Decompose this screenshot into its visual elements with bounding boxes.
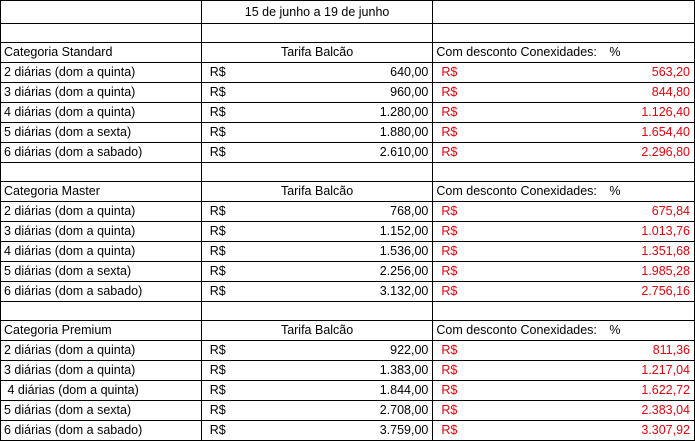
cell-empty[interactable] [433, 1, 695, 24]
row-label[interactable]: 2 diárias (dom a quinta) [1, 341, 202, 361]
tarifa-cell[interactable] [201, 222, 433, 242]
desconto-cell[interactable] [433, 381, 695, 401]
currency-symbol: R$ [209, 264, 226, 278]
spacer-row [1, 302, 695, 321]
price-row [1, 83, 695, 103]
category-name[interactable]: Categoria Standard [1, 43, 202, 63]
desconto-cell[interactable] [433, 202, 695, 222]
desconto-cell[interactable] [433, 83, 695, 103]
desconto-value: 2.296,80 [641, 145, 690, 159]
desconto-header[interactable] [433, 321, 695, 341]
row-label[interactable]: 5 diárias (dom a sexta) [1, 401, 202, 421]
category-name[interactable]: Categoria Premium [1, 321, 202, 341]
currency-symbol: R$ [441, 403, 458, 417]
desconto-cell[interactable] [433, 282, 695, 302]
tarifa-cell[interactable] [201, 262, 433, 282]
row-label[interactable]: 6 diárias (dom a sabado) [1, 143, 202, 163]
currency-symbol: R$ [209, 244, 226, 258]
tarifa-value: 1.280,00 [379, 105, 429, 119]
tarifa-value: 1.844,00 [379, 383, 429, 397]
tarifa-cell[interactable] [201, 421, 433, 441]
currency-symbol: R$ [441, 125, 458, 139]
currency-symbol: R$ [209, 204, 226, 218]
price-row [1, 242, 695, 262]
desconto-value: 1.351,68 [641, 244, 690, 258]
price-row [1, 381, 695, 401]
tarifa-cell[interactable] [201, 123, 433, 143]
tarifa-cell[interactable] [201, 361, 433, 381]
cell-empty[interactable] [433, 24, 695, 43]
currency-symbol: R$ [209, 125, 226, 139]
tarifa-cell[interactable] [201, 202, 433, 222]
currency-symbol: R$ [441, 284, 458, 298]
price-row [1, 202, 695, 222]
cell-empty[interactable] [1, 24, 202, 43]
row-label[interactable]: 4 diárias (dom a quinta) [1, 381, 202, 401]
currency-symbol: R$ [441, 423, 458, 437]
cell-empty[interactable] [433, 302, 695, 321]
price-row [1, 341, 695, 361]
desconto-value: 1.654,40 [641, 125, 690, 139]
spacer-row [1, 163, 695, 182]
row-label[interactable]: 4 diárias (dom a quinta) [1, 103, 202, 123]
price-row [1, 123, 695, 143]
price-row [1, 222, 695, 242]
desconto-value: 563,20 [651, 65, 690, 79]
sheet-body [1, 1, 695, 441]
desconto-header[interactable] [433, 43, 695, 63]
currency-symbol: R$ [441, 264, 458, 278]
desconto-cell[interactable] [433, 262, 695, 282]
desconto-label: Com desconto Conexidades: [436, 45, 597, 59]
desconto-label: Com desconto Conexidades: [436, 323, 597, 337]
desconto-cell[interactable] [433, 242, 695, 262]
percent-symbol: % [609, 323, 621, 337]
tarifa-value: 2.708,00 [379, 403, 429, 417]
desconto-value: 844,80 [651, 85, 690, 99]
desconto-value: 675,84 [651, 204, 690, 218]
desconto-value: 1.013,76 [641, 224, 690, 238]
cell-empty[interactable] [1, 302, 202, 321]
tarifa-value: 1.536,00 [379, 244, 429, 258]
tarifa-value: 1.383,00 [379, 363, 429, 377]
currency-symbol: R$ [209, 105, 226, 119]
price-row [1, 421, 695, 441]
category-header-row [1, 43, 695, 63]
tarifa-value: 960,00 [390, 85, 429, 99]
tarifa-value: 922,00 [390, 343, 429, 357]
desconto-cell[interactable] [433, 361, 695, 381]
desconto-value: 1.126,40 [641, 105, 690, 119]
currency-symbol: R$ [209, 343, 226, 357]
currency-symbol: R$ [209, 423, 226, 437]
currency-symbol: R$ [209, 284, 226, 298]
desconto-cell[interactable] [433, 63, 695, 83]
currency-symbol: R$ [209, 85, 226, 99]
tarifa-header[interactable]: Tarifa Balcão [201, 321, 433, 341]
row-label[interactable]: 3 diárias (dom a quinta) [1, 222, 202, 242]
tarifa-cell[interactable] [201, 143, 433, 163]
desconto-value: 2.383,04 [641, 403, 690, 417]
price-row [1, 361, 695, 381]
desconto-header[interactable] [433, 182, 695, 202]
desconto-cell[interactable] [433, 103, 695, 123]
desconto-cell[interactable] [433, 341, 695, 361]
cell-empty[interactable] [201, 24, 433, 43]
currency-symbol: R$ [441, 363, 458, 377]
row-label[interactable]: 2 diárias (dom a quinta) [1, 63, 202, 83]
row-label[interactable]: 2 diárias (dom a quinta) [1, 202, 202, 222]
tarifa-cell[interactable] [201, 381, 433, 401]
category-name[interactable]: Categoria Master [1, 182, 202, 202]
desconto-value: 1.622,72 [641, 383, 690, 397]
currency-symbol: R$ [441, 65, 458, 79]
percent-symbol: % [609, 184, 621, 198]
desconto-value: 1.985,28 [641, 264, 690, 278]
tarifa-value: 768,00 [390, 204, 429, 218]
cell-empty[interactable] [201, 302, 433, 321]
category-header-row [1, 182, 695, 202]
row-label[interactable]: 6 diárias (dom a sabado) [1, 282, 202, 302]
row-label[interactable]: 5 diárias (dom a sexta) [1, 262, 202, 282]
row-label[interactable]: 5 diárias (dom a sexta) [1, 123, 202, 143]
row-label[interactable]: 4 diárias (dom a quinta) [1, 242, 202, 262]
period-row [1, 1, 695, 24]
desconto-cell[interactable] [433, 143, 695, 163]
row-label[interactable]: 3 diárias (dom a quinta) [1, 361, 202, 381]
desconto-label: Com desconto Conexidades: [436, 184, 597, 198]
tarifa-header[interactable]: Tarifa Balcão [201, 43, 433, 63]
desconto-cell[interactable] [433, 123, 695, 143]
currency-symbol: R$ [209, 403, 226, 417]
tarifa-value: 1.152,00 [379, 224, 429, 238]
spacer-row [1, 24, 695, 43]
tarifa-cell[interactable] [201, 83, 433, 103]
tarifa-value: 3.132,00 [379, 284, 429, 298]
category-header-row [1, 321, 695, 341]
currency-symbol: R$ [209, 224, 226, 238]
tarifa-header[interactable]: Tarifa Balcão [201, 182, 433, 202]
currency-symbol: R$ [441, 383, 458, 397]
tarifa-cell[interactable] [201, 341, 433, 361]
tarifa-value: 1.880,00 [379, 125, 429, 139]
tarifa-cell[interactable] [201, 282, 433, 302]
period-title[interactable]: 15 de junho a 19 de junho [201, 1, 433, 24]
currency-symbol: R$ [441, 224, 458, 238]
price-row [1, 143, 695, 163]
price-row [1, 282, 695, 302]
currency-symbol: R$ [209, 145, 226, 159]
tarifa-cell[interactable] [201, 103, 433, 123]
tarifa-value: 2.610,00 [379, 145, 429, 159]
desconto-value: 2.756,16 [641, 284, 690, 298]
cell-empty[interactable] [201, 163, 433, 182]
price-row [1, 401, 695, 421]
currency-symbol: R$ [441, 145, 458, 159]
desconto-value: 3.307,92 [641, 423, 690, 437]
cell-empty[interactable] [1, 163, 202, 182]
currency-symbol: R$ [441, 105, 458, 119]
price-row [1, 63, 695, 83]
tarifa-cell[interactable] [201, 63, 433, 83]
price-row [1, 103, 695, 123]
percent-symbol: % [609, 45, 621, 59]
currency-symbol: R$ [209, 65, 226, 79]
currency-symbol: R$ [441, 244, 458, 258]
cell-empty[interactable] [1, 1, 202, 24]
tarifa-cell[interactable] [201, 242, 433, 262]
cell-empty[interactable] [433, 163, 695, 182]
currency-symbol: R$ [209, 383, 226, 397]
currency-symbol: R$ [441, 204, 458, 218]
tarifa-cell[interactable] [201, 401, 433, 421]
tarifa-value: 2.256,00 [379, 264, 429, 278]
row-label[interactable]: 3 diárias (dom a quinta) [1, 83, 202, 103]
desconto-cell[interactable] [433, 222, 695, 242]
price-row [1, 262, 695, 282]
desconto-cell[interactable] [433, 401, 695, 421]
currency-symbol: R$ [441, 85, 458, 99]
currency-symbol: R$ [209, 363, 226, 377]
tarifa-value: 640,00 [390, 65, 429, 79]
currency-symbol: R$ [441, 343, 458, 357]
row-label[interactable]: 6 diárias (dom a sabado) [1, 421, 202, 441]
desconto-value: 811,36 [652, 343, 690, 357]
desconto-value: 1.217,04 [641, 363, 690, 377]
tarifa-value: 3.759,00 [379, 423, 429, 437]
desconto-cell[interactable] [433, 421, 695, 441]
